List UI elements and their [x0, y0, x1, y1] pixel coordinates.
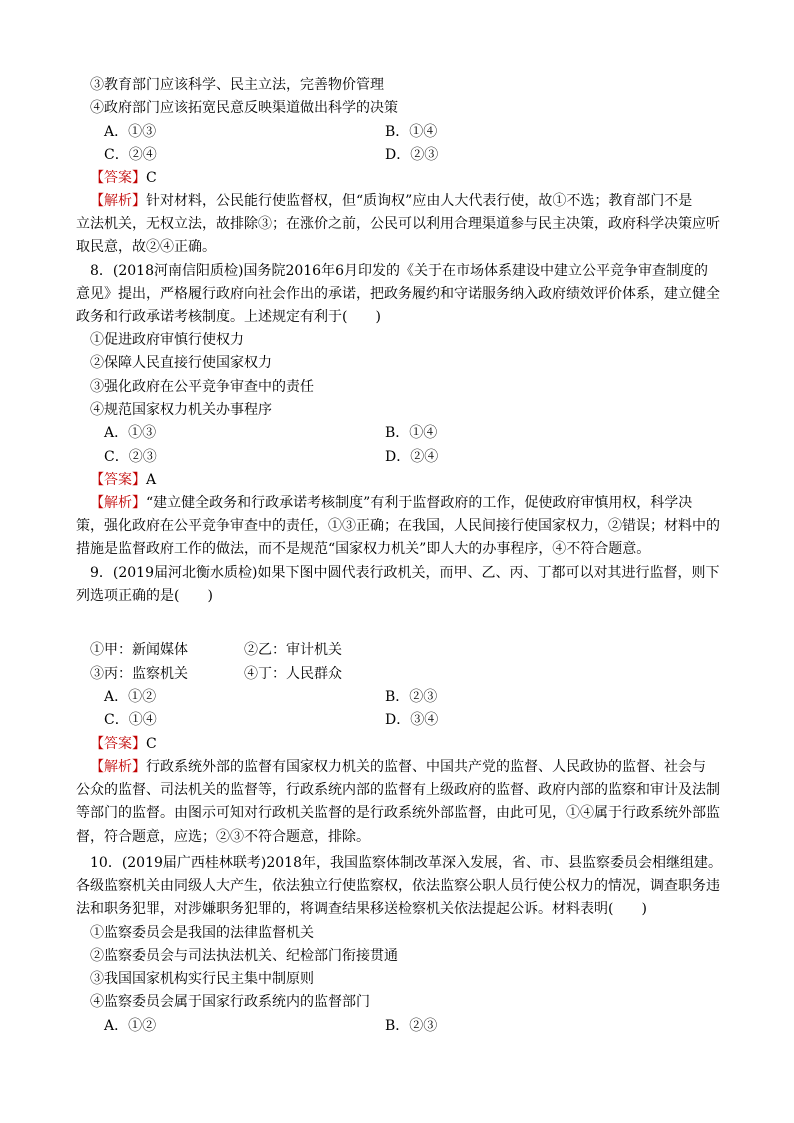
- q10-option-1: ①监察委员会是我国的法律监督机关: [90, 925, 314, 941]
- q8-choice-b: B．①④: [385, 425, 438, 441]
- q9-option-4: ④丁：人民群众: [244, 666, 342, 682]
- q8-option-3: ③强化政府在公平竞争审查中的责任: [90, 379, 314, 395]
- answer-value: A: [146, 472, 157, 488]
- q8-stem-line-2: 意见》提出，严格履行政府向社会作出的承诺，把政务履约和守诺服务纳入政府绩效评价体系，建立健全: [76, 286, 720, 302]
- q7-option-4: ④政府部门应该拓宽民意反映渠道做出科学的决策: [90, 100, 398, 116]
- q10-choice-b: B．②③: [385, 1018, 438, 1034]
- q9-explanation-line-1: [90, 756, 706, 779]
- q9-choice-b: B．②③: [385, 689, 438, 705]
- explanation-text: 行政系统外部的监督有国家权力机关的监督、中国共产党的监督、人民政协的监督、社会与: [146, 759, 706, 775]
- q9-choice-c: C．①④: [104, 712, 157, 728]
- q8-stem-line-1: 8．(2018河南信阳质检)国务院2016年6月印发的《关于在市场体系建设中建立公平竞争审查制度的: [90, 263, 708, 279]
- q10-stem-line-1: 10．(2019届广西桂林联考)2018年，我国监察体制改革深入发展，省、市、县监察委员会相继组建。: [90, 855, 722, 871]
- q9-choice-d: D．③④: [385, 712, 439, 728]
- q9-answer: [90, 733, 157, 756]
- q9-option-2: ②乙：审计机关: [244, 642, 342, 658]
- q9-stem-line-1: 9．(2019届河北衡水质检)如果下图中圆代表行政机关，而甲、乙、丙、丁都可以对其进行监督，则下: [90, 565, 720, 581]
- explanation-tag: 【解析】: [90, 495, 146, 511]
- explanation-tag: 【解析】: [90, 193, 146, 209]
- q9-option-1: ①甲：新闻媒体: [90, 642, 188, 658]
- q8-choice-c: C．②③: [104, 449, 157, 465]
- q8-explanation-line-3: 措施是监督政府工作的做法，而不是规范“国家权力机关”即人大的办事程序，④不符合题意。: [76, 541, 651, 557]
- q9-explanation-line-4: 督，符合题意，应选；②③不符合题意，排除。: [76, 829, 370, 845]
- answer-tag: 【答案】: [90, 736, 146, 752]
- answer-value: C: [146, 170, 157, 186]
- answer-tag: 【答案】: [90, 170, 146, 186]
- q7-choice-a: A．①③: [104, 124, 157, 140]
- answer-value: C: [146, 736, 157, 752]
- q7-explanation-line-2: 立法机关，无权立法，故排除③；在涨价之前，公民可以利用合理渠道参与民主决策，政府科学决策应听: [76, 216, 720, 232]
- explanation-text: “建立健全政务和行政承诺考核制度”有利于监督政府的工作，促使政府审慎用权，科学决: [146, 495, 693, 511]
- q8-answer: [90, 469, 156, 492]
- q7-explanation-line-3: 取民意，故②④正确。: [76, 239, 216, 255]
- q9-figure-area: [90, 610, 690, 636]
- q8-explanation-line-2: 策，强化政府在公平竞争审查中的责任，①③正确；在我国，人民间接行使国家权力，②错误；材料中的: [76, 518, 720, 534]
- explanation-tag: 【解析】: [90, 759, 146, 775]
- q10-stem-line-3: 法和职务犯罪，对涉嫌职务犯罪的，将调查结果移送检察机关依法提起公诉。材料表明( ): [76, 901, 647, 917]
- q7-option-3: ③教育部门应该科学、民主立法，完善物价管理: [90, 77, 384, 93]
- q7-explanation-line-1: [90, 190, 692, 213]
- q7-answer: [90, 167, 157, 190]
- answer-tag: 【答案】: [90, 472, 146, 488]
- q9-explanation-line-2: 公众的监督、司法机关的监督等，行政系统内部的监督有上级政府的监督、政府内部的监察和审计及法制: [76, 782, 720, 798]
- q7-choice-c: C．②④: [104, 147, 157, 163]
- q10-option-4: ④监察委员会属于国家行政系统内的监督部门: [90, 994, 370, 1010]
- q7-choice-b: B．①④: [385, 124, 438, 140]
- q8-stem-line-3: 政务和行政承诺考核制度。上述规定有利于( ): [76, 309, 381, 325]
- explanation-text: 针对材料，公民能行使监督权，但“质询权”应由人大代表行使，故①不选；教育部门不是: [146, 193, 693, 209]
- q8-option-1: ①促进政府审慎行使权力: [90, 332, 244, 348]
- q8-choice-d: D．②④: [385, 449, 439, 465]
- q9-choice-a: A．①②: [104, 689, 157, 705]
- q9-stem-line-2: 列选项正确的是( ): [76, 588, 213, 604]
- q8-option-4: ④规范国家权力机关办事程序: [90, 402, 272, 418]
- q10-option-3: ③我国国家机构实行民主集中制原则: [90, 971, 314, 987]
- q8-choice-a: A．①③: [104, 425, 157, 441]
- q10-stem-line-2: 各级监察机关由同级人大产生，依法独立行使监察权，依法监察公职人员行使公权力的情况，调查职务违: [76, 878, 720, 894]
- q10-option-2: ②监察委员会与司法执法机关、纪检部门衔接贯通: [90, 948, 398, 964]
- q8-explanation-line-1: [90, 492, 692, 515]
- q7-choice-d: D．②③: [385, 147, 439, 163]
- q8-option-2: ②保障人民直接行使国家权力: [90, 355, 272, 371]
- q9-option-3: ③丙：监察机关: [90, 666, 188, 682]
- q10-choice-a: A．①②: [104, 1018, 157, 1034]
- q9-explanation-line-3: 等部门的监督。由图示可知对行政机关监督的是行政系统外部监督，由此可见，①④属于行政系统外部监: [76, 805, 720, 821]
